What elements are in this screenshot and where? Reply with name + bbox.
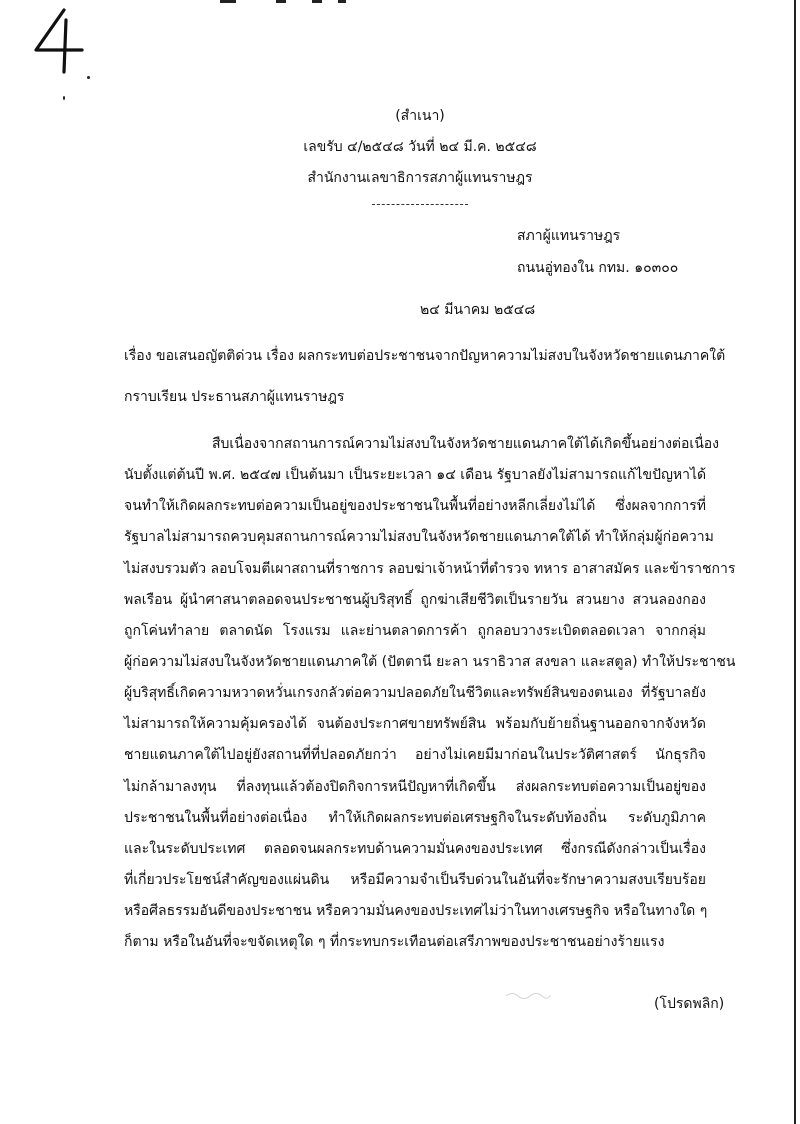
- body-line: หรือศีลธรรมอันดีของประชาชน หรือความมั่นคงของประเทศไม่ว่าในทางเศรษฐกิจ หรือในทางใด ๆ: [124, 903, 708, 919]
- body-line: จนทำให้เกิดผลกระทบต่อความเป็นอยู่ของประชาชนในพื้นที่อย่างหลีกเลี่ยงไม่ได้ ซึ่งผลจากการที่: [124, 498, 706, 514]
- body-line: และในระดับประเทศ ตลอดจนผลกระทบด้านความมั่นคงของประเทศ ซึ่งกรณีดังกล่าวเป็นเรื่อง: [124, 841, 706, 857]
- address-line-2: ถนนอู่ทองใน กทม. ๑๐๓๐๐: [517, 260, 679, 276]
- body-line: นับตั้งแต่ต้นปี พ.ศ. ๒๕๔๗ เป็นต้นมา เป็นระยะเวลา ๑๔ เดือน รัฐบาลยังไม่สามารถแก้ไขปัญหาได้: [124, 467, 707, 483]
- scan-speck: [87, 76, 90, 79]
- body-line: สืบเนื่องจากสถานการณ์ความไม่สงบในจังหวัดชายแดนภาคใต้ได้เกิดขึ้นอย่างต่อเนื่อง: [212, 436, 720, 452]
- faint-scan-mark: [504, 990, 552, 1000]
- body-line: ประชาชนในพื้นที่อย่างต่อเนื่อง ทำให้เกิดผลกระทบต่อเศรษฐกิจในระดับท้องถิ่น ระดับภูมิภาค: [124, 810, 706, 826]
- body-line: ชายแดนภาคใต้ไปอยู่ยังสถานที่ที่ปลอดภัยกว่า อย่างไม่เคยมีมาก่อนในประวัติศาสตร์ นักธุรกิจ: [124, 747, 706, 763]
- subject-line: เรื่อง ขอเสนอญัตติด่วน เรื่อง ผลกระทบต่อประชาชนจากปัญหาความไม่สงบในจังหวัดชายแดนภาคใต้: [124, 348, 726, 364]
- body-line: ผู้บริสุทธิ์เกิดความหวาดหวั่นเกรงกลัวต่อความปลอดภัยในชีวิตและทรัพย์สินของตนเอง ที่รัฐบาลยัง: [124, 685, 706, 701]
- body-line: รัฐบาลไม่สามารถควบคุมสถานการณ์ความไม่สงบในจังหวัดชายแดนภาคใต้ได้ ทำให้กลุ่มผู้ก่อความ: [124, 529, 714, 545]
- scan-artifact: [220, 0, 350, 4]
- letter-date: ๒๔ มีนาคม ๒๕๔๘: [420, 302, 536, 318]
- body-line: ถูกโค่นทำลาย ตลาดนัด โรงแรม และย่านตลาดการค้า ถูกลอบวางระเบิดตลอดเวลา จากกลุ่ม: [124, 623, 706, 639]
- separator-line: [372, 204, 468, 205]
- receipt-line: เลขรับ ๔/๒๕๔๘ วันที่ ๒๔ มี.ค. ๒๕๔๘: [303, 139, 537, 155]
- address-line-1: สภาผู้แทนราษฎร: [517, 228, 621, 244]
- body-line: ไม่สงบรวมตัว ลอบโจมตีเผาสถานที่ราชการ ลอบฆ่าเจ้าหน้าที่ตำรวจ ทหาร อาสาสมัคร และข้าราชการ: [124, 561, 736, 577]
- scan-speck: [63, 96, 65, 100]
- body-line: ผู้ก่อความไม่สงบในจังหวัดชายแดนภาคใต้ (ปัตตานี ยะลา นราธิวาส สงขลา และสตูล) ทำให้ประชาชน: [124, 654, 736, 670]
- body-line: พลเรือน ผู้นำศาสนาตลอดจนประชาชนผู้บริสุทธิ์ ถูกฆ่าเสียชีวิตเป็นรายวัน สวนยาง สวนลองกอง: [124, 592, 706, 608]
- salutation: กราบเรียน ประธานสภาผู้แทนราษฎร: [124, 389, 345, 405]
- body-line: ไม่สามารถให้ความคุ้มครองได้ จนต้องประกาศขายทรัพย์สิน พร้อมกับย้ายถิ่นฐานออกจากจังหวัด: [124, 716, 706, 732]
- body-line: ที่เกี่ยวประโยชน์สำคัญของแผ่นดิน หรือมีความจำเป็นรีบด่วนในอันที่จะรักษาความสงบเรียบร้อย: [124, 872, 706, 888]
- handwritten-page-number: [30, 6, 90, 76]
- copy-label: (สำเนา): [395, 108, 445, 124]
- body-line: ก็ตาม หรือในอันที่จะขจัดเหตุใด ๆ ที่กระทบกระเทือนต่อเสรีภาพของประชาชนอย่างร้ายแรง: [124, 934, 665, 950]
- turn-page-note: (โปรดพลิก): [654, 996, 725, 1012]
- body-line: ไม่กล้ามาลงทุน ที่ลงทุนแล้วต้องปิดกิจการหนีปัญหาที่เกิดขึ้น ส่งผลกระทบต่อความเป็นอยู่ของ: [124, 779, 706, 795]
- office-line: สำนักงานเลขาธิการสภาผู้แทนราษฎร: [307, 170, 533, 186]
